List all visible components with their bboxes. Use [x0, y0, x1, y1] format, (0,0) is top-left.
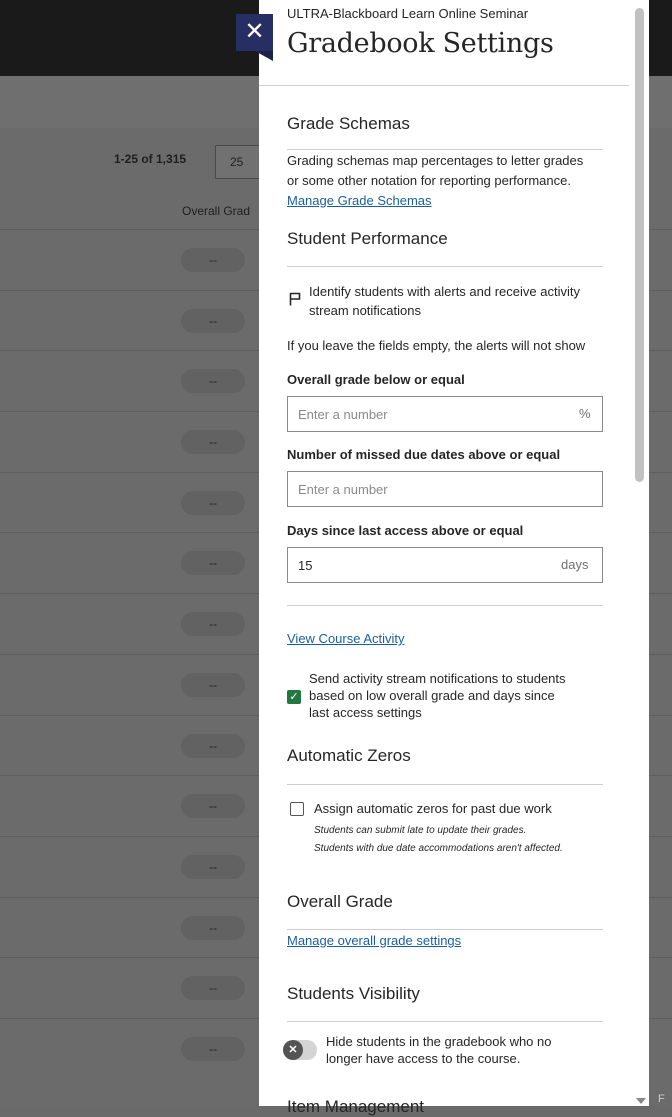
- grade-value: --: [209, 313, 217, 328]
- notify-students-line1: Send activity stream notifications to students: [309, 671, 566, 686]
- days-since-access-input[interactable]: [287, 547, 603, 583]
- header-divider: [259, 85, 629, 86]
- alert-description-line1: Identify students with alerts and receive activity: [309, 284, 580, 299]
- missed-due-dates-input[interactable]: [287, 471, 603, 507]
- grade-pill[interactable]: [181, 1037, 245, 1061]
- grade-pill[interactable]: [181, 734, 245, 758]
- empty-fields-note: If you leave the fields empty, the alerts will not show: [287, 338, 586, 353]
- page-size-value: 25: [230, 155, 244, 169]
- overall-grade-divider: [287, 929, 603, 930]
- grade-value: --: [209, 859, 217, 874]
- grade-pill[interactable]: [181, 369, 245, 393]
- grade-value: --: [209, 677, 217, 692]
- grade-pill[interactable]: [181, 916, 245, 940]
- days-suffix: days: [561, 557, 589, 572]
- grade-schemas-heading: Grade Schemas: [287, 114, 410, 133]
- view-course-activity-link[interactable]: View Course Activity: [287, 631, 405, 646]
- notify-students-checkbox[interactable]: ✓: [287, 690, 301, 704]
- activity-divider: [287, 605, 603, 606]
- students-visibility-divider: [287, 1021, 603, 1022]
- grade-value: --: [209, 738, 217, 753]
- student-performance-divider: [287, 266, 603, 267]
- bottom-right-text: F: [658, 1093, 665, 1105]
- student-performance-heading: Student Performance: [287, 229, 448, 248]
- grade-pill[interactable]: [181, 976, 245, 1000]
- grade-schemas-description-line2: or some other notation for reporting performance.: [287, 173, 571, 188]
- notify-students-line3: last access settings: [309, 705, 422, 720]
- grade-schemas-description-line1: Grading schemas map percentages to letter grades: [287, 153, 584, 168]
- grade-pill[interactable]: [181, 248, 245, 272]
- hide-students-line1: Hide students in the gradebook who no: [326, 1034, 552, 1049]
- page-title: Gradebook Settings: [287, 28, 554, 59]
- days-since-access-label: Days since last access above or equal: [287, 523, 524, 538]
- grade-value: --: [209, 1041, 217, 1056]
- grade-pill[interactable]: [181, 673, 245, 697]
- course-name: ULTRA-Blackboard Learn Online Seminar: [287, 6, 529, 21]
- grade-pill[interactable]: [181, 855, 245, 879]
- grade-pill[interactable]: [181, 794, 245, 818]
- grade-pill[interactable]: [181, 430, 245, 454]
- flag-icon: [289, 292, 301, 306]
- overall-grade-column-header[interactable]: Overall Grad: [182, 204, 251, 218]
- alert-description-line2: stream notifications: [309, 303, 421, 318]
- automatic-zeros-note-line1: Students can submit late to update their grades.: [314, 825, 527, 836]
- grade-value: --: [209, 435, 217, 450]
- automatic-zeros-label: Assign automatic zeros for past due work: [314, 801, 552, 816]
- overall-grade-input[interactable]: [287, 396, 603, 432]
- grade-pill[interactable]: [181, 612, 245, 636]
- close-panel-button[interactable]: [236, 14, 273, 51]
- grade-value: --: [209, 495, 217, 510]
- automatic-zeros-checkbox[interactable]: [290, 802, 304, 816]
- grade-value: --: [209, 981, 217, 996]
- grade-pill[interactable]: [181, 551, 245, 575]
- grade-value: --: [209, 556, 217, 571]
- grade-value: --: [209, 617, 217, 632]
- grade-value: --: [209, 253, 217, 267]
- missed-due-dates-label: Number of missed due dates above or equal: [287, 447, 561, 462]
- grade-schemas-divider: [287, 149, 603, 150]
- students-visibility-heading: Students Visibility: [287, 984, 420, 1003]
- grade-value: --: [209, 799, 217, 814]
- overall-grade-label: Overall grade below or equal: [287, 372, 465, 387]
- manage-grade-schemas-link[interactable]: Manage Grade Schemas: [287, 193, 432, 208]
- hide-students-toggle[interactable]: [283, 1040, 317, 1060]
- item-management-heading: Item Management: [287, 1097, 425, 1116]
- grade-pill[interactable]: [181, 309, 245, 333]
- grade-value: --: [209, 374, 217, 389]
- percent-suffix: %: [579, 406, 591, 421]
- hide-students-line2: longer have access to the course.: [326, 1051, 521, 1066]
- automatic-zeros-heading: Automatic Zeros: [287, 746, 411, 765]
- gradebook-settings-panel: [259, 0, 649, 1116]
- grade-value: --: [209, 920, 217, 935]
- panel-scrollbar-thumb[interactable]: [635, 8, 644, 482]
- notify-students-line2: based on low overall grade and days since: [309, 688, 555, 703]
- grade-pill[interactable]: [181, 491, 245, 515]
- close-icon: ✕: [244, 18, 265, 45]
- automatic-zeros-divider: [287, 784, 603, 785]
- close-button-tab: [255, 51, 273, 61]
- scroll-down-arrow-icon[interactable]: [636, 1098, 646, 1104]
- manage-overall-grade-link[interactable]: Manage overall grade settings: [287, 933, 462, 948]
- results-count: 1-25 of 1,315: [114, 152, 187, 166]
- automatic-zeros-note-line2: Students with due date accommodations aren't affected.: [314, 843, 563, 854]
- overall-grade-heading: Overall Grade: [287, 892, 393, 911]
- toggle-off-icon: ✕: [283, 1040, 303, 1060]
